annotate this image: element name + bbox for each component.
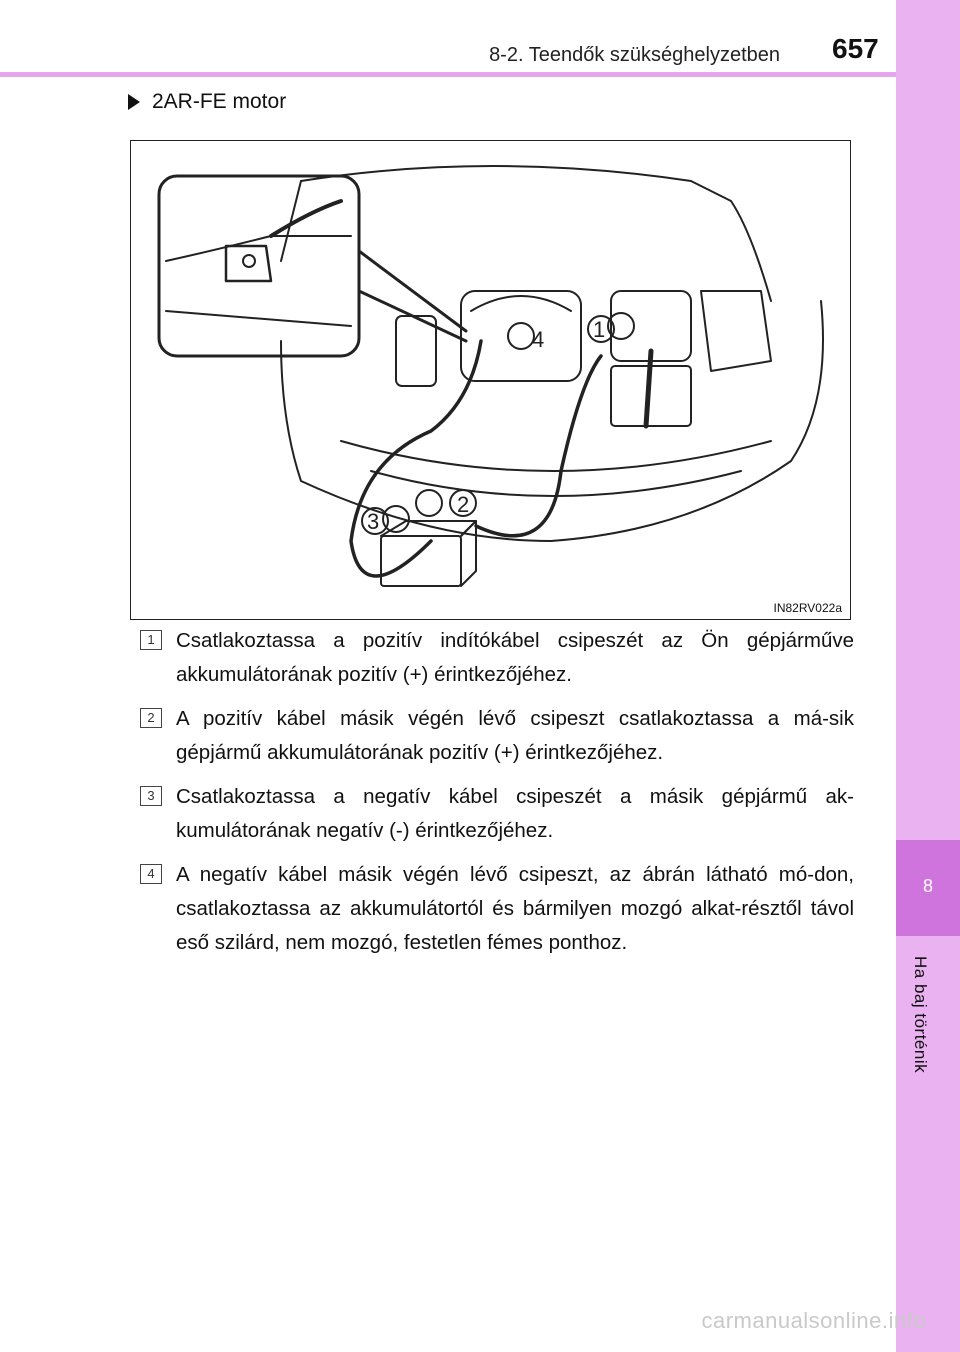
fuse-box <box>701 291 771 371</box>
figure-label-4: 4 <box>532 327 545 352</box>
hood-outline <box>301 166 771 301</box>
ground-point-bracket <box>226 246 271 281</box>
chapter-title: Ha baj történik <box>911 956 930 1074</box>
step-text: A negatív kábel másik végén lévő csipeszt, az ábrán látható mó-don, csatlakoztassa az akkumulátortól és bármilyen mozgó alkat-résztől távol eső szilárd, nem mozgó, festetlen fémes ponthoz. <box>176 863 854 954</box>
figure-label-3: 3 <box>367 509 380 534</box>
step-number: 1 <box>140 630 162 650</box>
step-item <box>140 780 854 848</box>
step-text: Csatlakoztassa a negatív kábel csipeszét a másik gépjármű ak-kumulátorának negatív (-) érintkezőjéhez. <box>176 785 854 842</box>
figure-label-1: 1 <box>593 317 606 342</box>
booster-battery <box>381 536 461 586</box>
step-text: Csatlakoztassa a pozitív indítókábel csipeszét az Ön gépjárműve akkumulátorának pozitív (+) érintkezőjéhez. <box>176 629 854 686</box>
ground-point-arrow <box>271 201 341 236</box>
positive-cable <box>476 356 601 536</box>
step-item <box>140 624 854 692</box>
page-number: 657 <box>832 33 879 64</box>
header-section-title: 8-2. Teendők szükséghelyzetben <box>489 44 780 66</box>
jump-start-illustration <box>130 140 851 620</box>
coolant-reservoir <box>396 316 436 386</box>
header-rule <box>0 72 896 77</box>
step-number: 2 <box>140 708 162 728</box>
figure-label-2: 2 <box>457 492 470 517</box>
engine-bay-drawing <box>131 141 850 619</box>
engine-heading <box>128 90 286 114</box>
watermark: carmanualsonline.info <box>701 1308 926 1333</box>
step-number: 3 <box>140 786 162 806</box>
step-item <box>140 702 854 770</box>
instruction-steps <box>140 624 854 970</box>
figure-code: IN82RV022a <box>773 601 842 615</box>
chapter-side-tab <box>896 0 960 1352</box>
engine-cover <box>461 291 581 381</box>
step-number: 4 <box>140 864 162 884</box>
chapter-number: 8 <box>922 876 933 896</box>
step-item <box>140 858 854 960</box>
engine-heading-text: 2AR-FE motor <box>152 90 287 113</box>
triangle-bullet-icon <box>128 94 140 110</box>
detail-inset <box>159 176 359 356</box>
step-text: A pozitív kábel másik végén lévő csipeszt csatlakoztassa a má-sik gépjármű akkumulátorának pozitív (+) érintkezőjéhez. <box>176 707 854 764</box>
